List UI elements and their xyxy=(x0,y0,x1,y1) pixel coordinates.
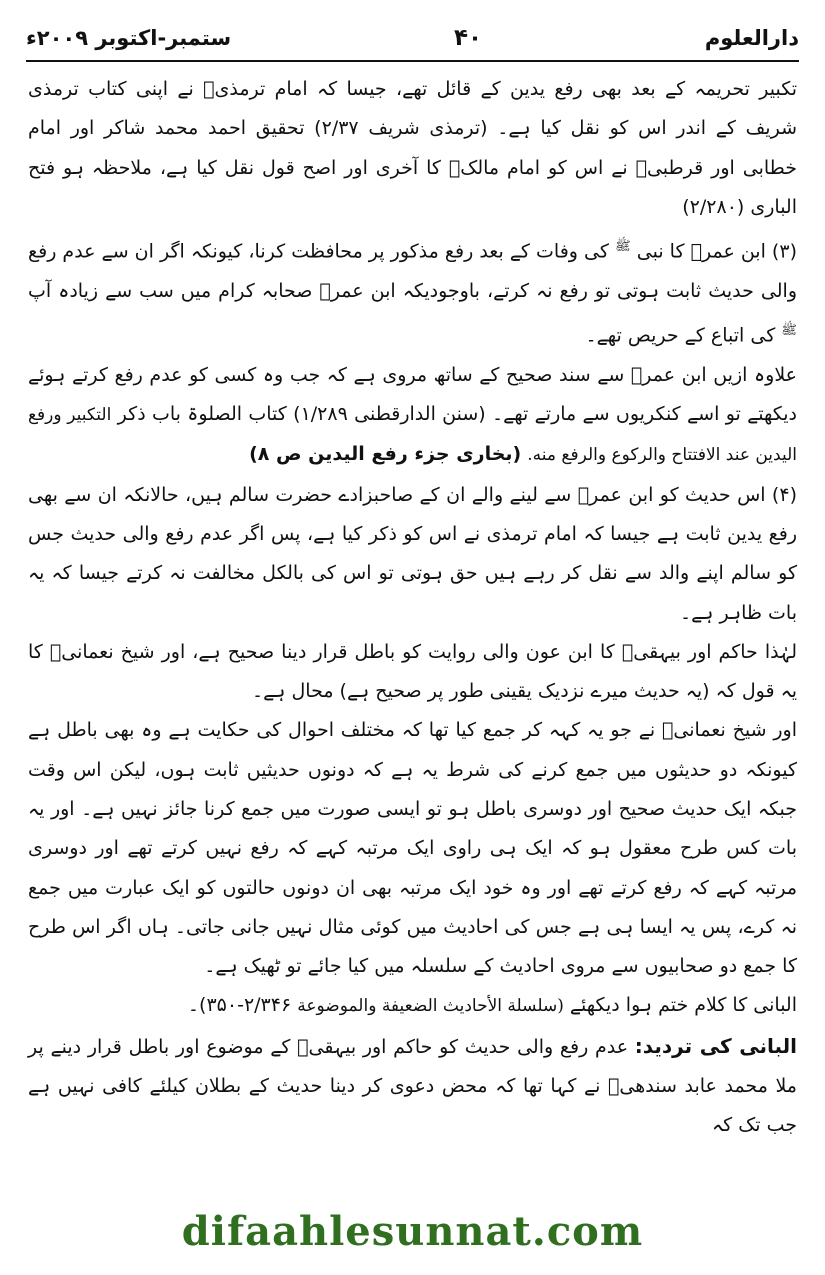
paragraph-8-text: عدم رفع والی حدیث کو حاکم اور بیہقیؒ کے موضوع اور باطل قرار دینے پر ملا محمد عابد سندھیؒ نے کہا تھا کہ محض دعوی کر دینا حدیث کے بطلان کیلئے کافی نہیں ہے جب تک کہ xyxy=(28,1035,797,1137)
arabic-quote: التکبیر ورفع الیدین عند الافتتاح والرکوع والرفع منه. xyxy=(28,405,797,466)
page-number: ۴۰ xyxy=(453,25,483,51)
article-body xyxy=(28,70,797,1146)
paragraph-7-text: البانی کا کلام ختم ہوا دیکھئے xyxy=(569,994,797,1017)
journal-title: دارالعلوم xyxy=(704,26,799,50)
rebuttal-heading: البانی کی تردید: xyxy=(634,1033,798,1058)
pbuh-ligature: ﷺ xyxy=(614,239,631,255)
paragraph-8 xyxy=(28,1027,797,1146)
paragraph-4: (۴) اس حدیث کو ابن عمرؓ سے لینے والے ان کے صاحبزادے حضرت سالم ہیں، حالانکہ ان سے بھی رفع یدین ثابت ہے جیسا کہ امام ترمذی نے اس کو ذکر کیا ہے، پس اگر عدم رفع والی حدیث جس کو سالم اپنے والد سے نقل کر رہے ہیں حق ہوتی تو اس کی بالکل مخالفت نہ کرتے جیسا کہ یہ بات ظاہر ہے۔ xyxy=(28,483,797,624)
paragraph-7 xyxy=(28,986,797,1026)
pbuh-ligature: ﷺ xyxy=(781,323,797,339)
paragraph-5: لہٰذا حاکم اور بیہقیؒ کا ابن عون والی روایت کو باطل قرار دینا صحیح ہے، اور شیخ نعمانیؒ کا یہ قول کہ (یہ حدیث میرے نزدیک یقینی طور پر صحیح ہے) محال ہے۔ xyxy=(28,640,797,703)
paragraph-2-start: (۳) ابن عمرؓ کا نبی xyxy=(636,240,797,263)
paragraph-3-text: علاوہ ازیں ابن عمرؓ سے سند صحیح کے ساتھ مروی ہے کہ جب وہ کسی کو عدم رفع کرتے ہوئے دیکھتے تو اسے کنکریوں سے مارتے تھے۔ (سنن الدارقطنی ۱/۲۸۹) کتاب الصلوۃ باب ذکر xyxy=(28,363,797,426)
paragraph-1: تکبیر تحریمہ کے بعد بھی رفع یدین کے قائل تھے، جیسا کہ امام ترمذیؒ نے اپنی کتاب ترمذی شریف کے اندر اس کو نقل کیا ہے۔ (ترمذی شریف ۲/۳۷) تحقیق احمد محمد شاکر اور امام خطابی اور قرطبیؒ نے اس کو امام مالکؒ کا آخری اور اصح قول نقل کیا ہے، ملاحظہ ہو فتح الباری (۲/۲۸۰) xyxy=(28,78,797,218)
arabic-source-title: (سلسلة الأحاديث الضعيفة والموضوعة xyxy=(297,996,564,1017)
reference: (بخاری جزء رفع الیدین ص ۸) xyxy=(249,443,522,466)
paragraph-6: اور شیخ نعمانیؒ نے جو یہ کہہ کر جمع کیا تھا کہ مختلف احوال کی حکایت ہے وہ بھی باطل ہے کیونکہ دو حدیثوں میں جمع کرنے کی شرط یہ ہے کہ دونوں حدیثیں ثابت ہوں، لیکن اس وقت جبکہ ایک حدیث صحیح اور دوسری باطل ہو تو ایسی صورت میں جمع کرنا جائز نہیں ہے۔ اور یہ بات کس طرح معقول ہو کہ ایک ہی راوی ایک مرتبہ کہے کہ رفع نہیں کرتے تھے اور دوسری مرتبہ کہے کہ رفع کرتے تھے اور وہ خود ایک مرتبہ بھی ان دونوں حالتوں کو ایک عبارت میں جمع نہ کرے، پس یہ ایسا ہی ہے جس کی احادیث میں کوئی مثال نہیں جانی جاتی۔ ہاں اگر اس طرح کا جمع دو صحابیوں سے مروی احادیث کے سلسلہ میں کیا جائے تو ٹھیک ہے۔ xyxy=(28,719,797,978)
page-header xyxy=(26,18,799,58)
paragraph-2-tail: کی اتباع کے حریص تھے۔ xyxy=(585,324,776,347)
header-divider xyxy=(26,60,799,62)
paragraph-3 xyxy=(28,356,797,476)
paragraph-2 xyxy=(28,227,797,356)
website-watermark: difaahlesunnat.com xyxy=(181,1208,644,1255)
issue-date: ستمبر-اکتوبر ۲۰۰۹ء xyxy=(26,26,232,50)
source-pages: ۲/۳۴۶-۳۵۰)۔ xyxy=(187,994,292,1017)
paragraph-2-end: کی وفات کے بعد رفع مذکور پر محافظت کرنا، کیونکہ اگر ان سے عدم رفع والی حدیث ثابت ہوتی تو رفع نہ کرتے، باوجودیکہ ابن عمرؓ صحابہ کرام میں سب سے زیادہ آپ xyxy=(28,240,797,302)
